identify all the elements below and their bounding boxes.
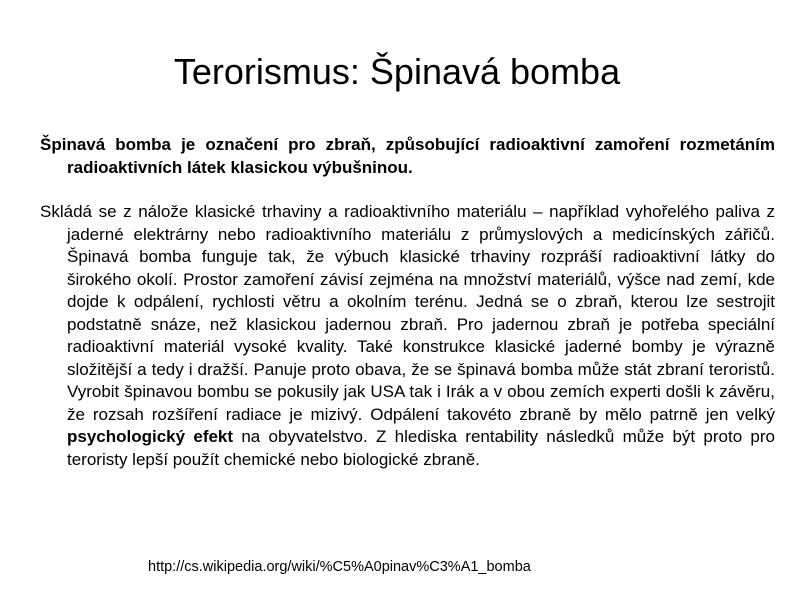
source-url: http://cs.wikipedia.org/wiki/%C5%A0pinav%C3%A1_bomba xyxy=(148,559,531,575)
body-emphasis: psychologický efekt xyxy=(67,427,234,446)
definition-paragraph xyxy=(40,134,775,179)
body-text-start: Skládá se z nálože klasické trhaviny a radioaktivního materiálu – například vyhořelého paliva z jaderné elektrárny nebo radioaktivního materiálu z průmyslových a medicínských zářičů. Špinavá bomba funguje tak, že výbuch klasické trhaviny rozpráší radioaktivní látky do širokého okolí. Prostor zamoření závisí zejména na množství materiálů, výšce nad zemí, kde dojde k odpálení, rychlosti větru a okolním terénu. Jedná se o zbraň, kterou lze sestrojit podstatně snáze, než klasickou jadernou zbraň. Pro jadernou zbraň je potřeba speciální radioaktivní materiál vysoké kvality. Také konstrukce klasické jaderné bomby je výrazně složitější a tedy i dražší. Panuje proto obava, že se špinavá bomba může stát zbraní teroristů. Vyrobit špinavou bombu se pokusily jak USA tak i Irák a v obou zemích experti došli k závěru, že rozsah rozšíření radiace je mizivý. Odpálení takovéto zbraně by mělo patrně jen velký xyxy=(40,202,775,424)
slide-title: Terorismus: Špinavá bomba xyxy=(173,51,621,92)
definition-text: Špinavá bomba je označení pro zbraň, způsobující radioaktivní zamoření rozmetáním radioaktivních látek klasickou výbušninou. xyxy=(40,135,775,177)
body-text-end: na obyvatelstvo. Z hlediska rentability následků může být proto pro teroristy lepší použít chemické nebo biologické zbraně. xyxy=(67,427,775,469)
body-paragraph xyxy=(40,201,775,471)
